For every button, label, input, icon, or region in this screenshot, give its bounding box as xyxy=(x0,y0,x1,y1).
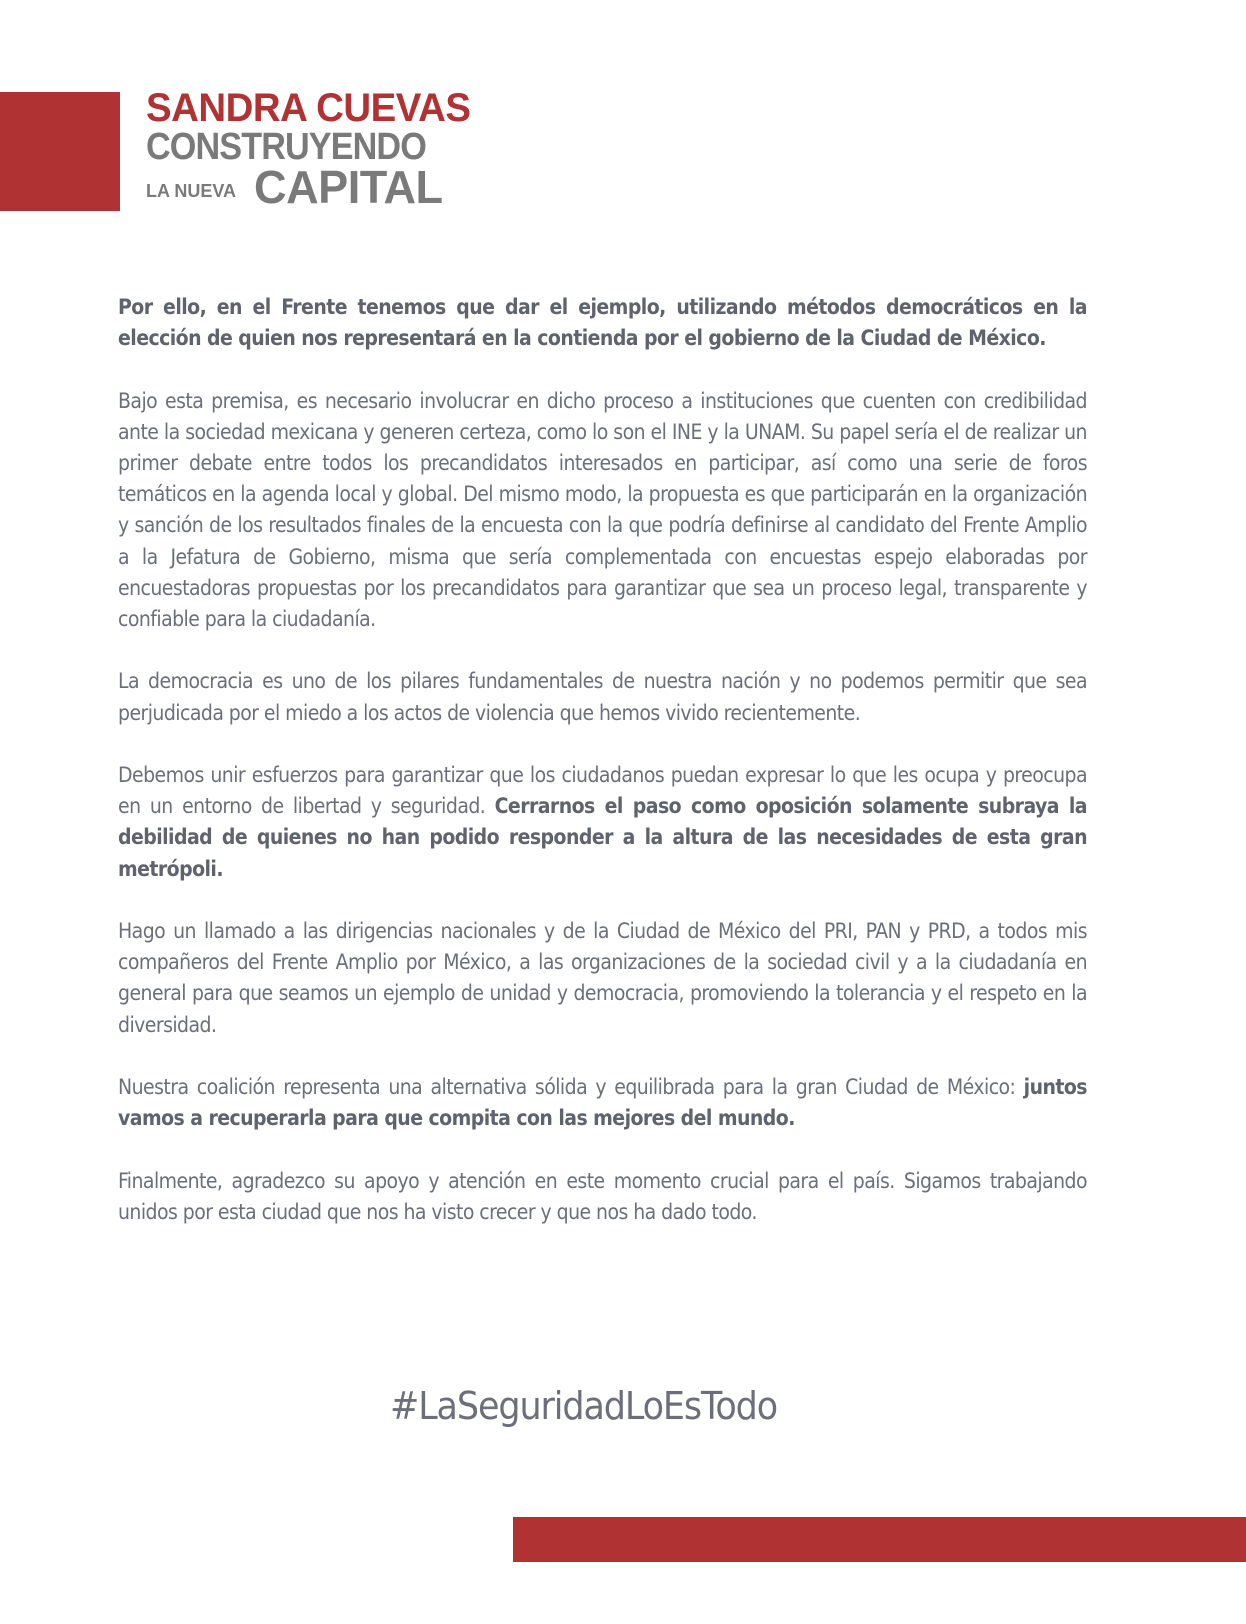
logo xyxy=(146,88,491,213)
logo-slogan-line1: CONSTRUYENDO xyxy=(146,126,426,168)
paragraph-emphasis: Cerrarnos el paso como oposición solamente subraya la debilidad de quienes no han podido responder a la altura de las necesidades de esta gran metrópoli. xyxy=(118,794,1087,881)
hashtag: #LaSeguridadLoEsTodo xyxy=(390,1384,778,1428)
logo-name: SANDRA CUEVAS xyxy=(146,86,471,130)
brand-red-block xyxy=(0,92,120,211)
paragraph-unity xyxy=(118,760,1087,885)
logo-slogan-small: LA NUEVA xyxy=(146,181,236,201)
paragraph-proposal: Bajo esta premisa, es necesario involucrar en dicho proceso a instituciones que cuenten con credibilidad ante la sociedad mexicana y generen certeza, como lo son el INE y la UNAM. Su papel sería el de realizar un primer debate entre todos los precandidatos interesados en participar, así como una serie de foros temáticos en la agenda local y global. Del mismo modo, la propuesta es que participarán en la organización y sanción de los resultados finales de la encuesta con la que podría definirse al candidato del Frente Amplio a la Jefatura de Gobierno, misma que sería complementada con encuestas espejo elaboradas por encuestadoras propuestas por los precandidatos para garantizar que sea un proceso legal, transparente y confiable para la ciudadanía. xyxy=(118,388,1087,632)
footer-red-bar xyxy=(513,1517,1246,1562)
paragraph-call: Hago un llamado a las dirigencias nacionales y de la Ciudad de México del PRI, PAN y PRD, a todos mis compañeros del Frente Amplio por México, a las organizaciones de la sociedad civil y a la ciudadanía en general para que seamos un ejemplo de unidad y democracia, promoviendo la tolerancia y el respeto en la diversidad. xyxy=(118,919,1087,1037)
logo-slogan-large: CAPITAL xyxy=(254,161,443,213)
letter-body xyxy=(118,292,1087,1259)
paragraph-intro: Por ello, en el Frente tenemos que dar el ejemplo, utilizando métodos democráticos en la elección de quien nos representará en la contienda por el gobierno de la Ciudad de México. xyxy=(118,295,1087,351)
paragraph-closing: Finalmente, agradezco su apoyo y atención en este momento crucial para el país. Sigamos trabajando unidos por esta ciudad que nos ha visto crecer y que nos ha dado todo. xyxy=(118,1168,1087,1224)
paragraph-text: Nuestra coalición representa una alternativa sólida y equilibrada para la gran Ciudad de México: xyxy=(118,1075,1024,1099)
paragraph-democracy: La democracia es uno de los pilares fundamentales de nuestra nación y no podemos permitir que sea perjudicada por el miedo a los actos de violencia que hemos vivido recientemente. xyxy=(118,669,1087,725)
paragraph-coalition xyxy=(118,1072,1087,1134)
paragraph-emphasis: juntos vamos a recuperarla para que compita con las mejores del mundo. xyxy=(118,1075,1087,1131)
paragraph-text: Debemos unir esfuerzos para garantizar que los ciudadanos puedan expresar lo que les ocupa y preocupa en un entorno de libertad y seguridad. xyxy=(118,763,1087,819)
